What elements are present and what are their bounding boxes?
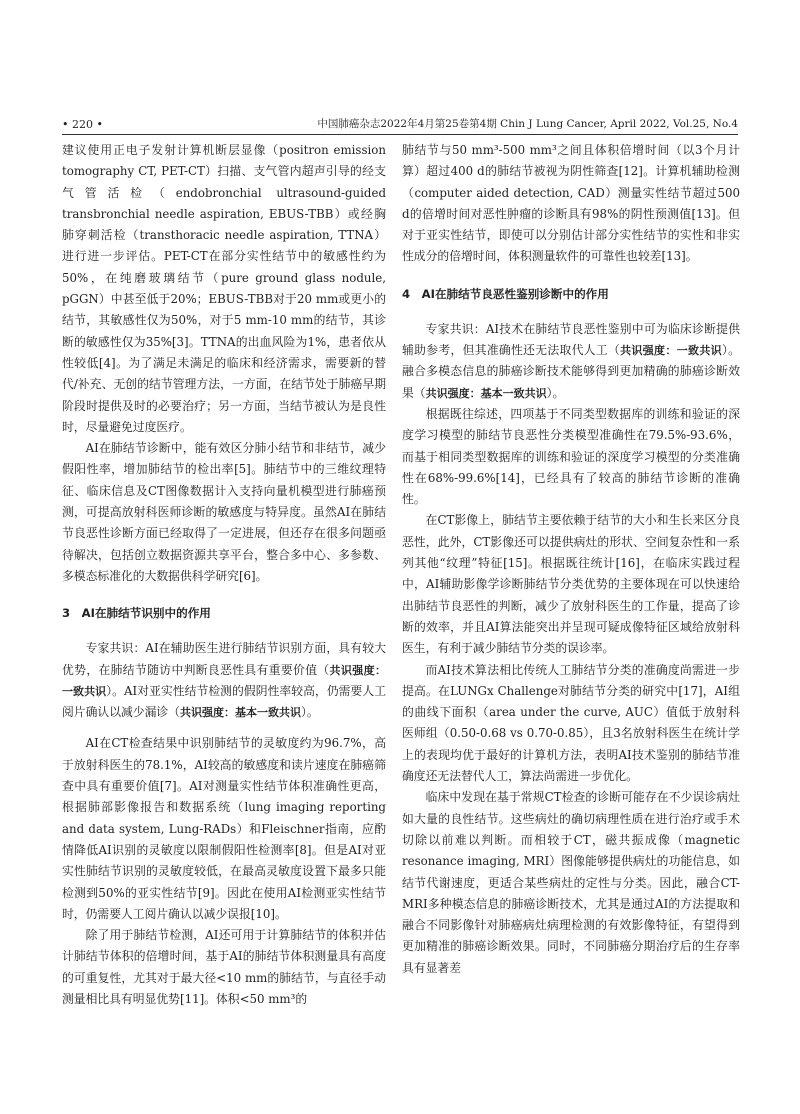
paragraph: 临床中发现在基于常规CT检查的诊断可能存在不少误诊病灶如大量的良性结节。这些病灶的确切病理性质在进行治疗或手术切除以前难以判断。而相较于CT，磁共振成像（magnetic resonance imaging, MRI）图像能够提供病灶的功能信息，如结节代谢速度，更适合某些病灶的定性与分类。因此，融合CT-MRI多种模态信息的肺癌诊断技术，尤其是通过AI的方法提取和融合不同影像针对肺癌病灶病理检测的有效影像特征，有望得到更加精准的肺癌诊断效果。同时，不同肺癌分期治疗后的生存率具有显著差	[402, 790, 740, 975]
page-number: • 220 •	[62, 118, 103, 131]
consensus-text: ）。AI对亚实性结节检测的假阴性率较高，仍需要人工阅片确认以减少漏诊（	[62, 683, 387, 720]
paragraph: 根据既往综述，四项基于不同类型数据库的训练和验证的深度学习模型的肺结节良恶性分类模型准确性在79.5%-93.6%，而基于相同类型数据库的训练和验证的深度学习模型的分类准确性在68%-99.6%[14]，已经具有了较高的肺结节诊断的准确性。	[402, 406, 740, 507]
left-column	[62, 140, 386, 1010]
page-header	[62, 112, 738, 135]
section-heading: 4 AI在肺结节良恶性鉴别诊断中的作用	[402, 286, 609, 301]
paragraph: 除了用于肺结节检测，AI还可用于计算肺结节的体积并估计肺结节体积的倍增时间，基于AI的肺结节体积测量具有高度的可重复性，尤其对于最大径<10 mm的肺结节，与直径手动测量相比具有明显优势[11]。体积<50 mm³的	[62, 928, 386, 1006]
right-column	[402, 140, 740, 979]
paragraph: 建议使用正电子发射计算机断层显像（positron emission tomography CT, PET-CT）扫描、支气管内超声引导的经支气管活检（endobronchial ultrasound-guided transbronchial needle aspiration, EBUS-TBB）或经胸肺穿刺活检（transthoracic needle aspiration, TTNA）进行进一步评估。PET-CT在部分实性结节中的敏感性约为50%，在纯磨玻璃结节（pure ground glass nodule, pGGN）中甚至低于20%；EBUS-TBB对于20 mm或更小的结节，其敏感性仅为50%，对于5 mm-10 mm的结节，其诊断的敏感性仅为35%[3]。TTNA的出血风险为1%，患者依从性较低[4]。为了满足未满足的临床和经济需求，需要新的替代/补充、无创的结节管理方法，一方面，在结节处于肺癌早期阶段时提供及时的必要治疗；另一方面，当结节被认为是良性时，尽量避免过度医疗。	[62, 143, 386, 434]
consensus-strength: 共识强度：基本一致共识	[179, 706, 301, 720]
journal-info: 中国肺癌杂志2022年4月第25卷第4期 Chin J Lung Cancer, April 2022, Vol.25, No.4	[317, 118, 738, 130]
consensus-strength: 共识强度：一致共识	[62, 663, 387, 698]
paragraph: AI在CT检查结果中识别肺结节的灵敏度约为96.7%，高于放射科医生的78.1%，AI较高的敏感度和读片速度在肺癌筛查中具有重要价值[7]。AI对测量实性结节体积准确性更高，根据肺部影像报告和数据系统（lung imaging reporting and data system, Lung-RADs）和Fleischner指南，应酌情降低AI识别的灵敏度以限制假阳性检测率[8]。但是AI对亚实性肺结节识别的灵敏度较低，在最高灵敏度设置下最多只能检测到50%的亚实性结节[9]。因此在使用AI检测亚实性结节时，仍需要人工阅片确认以减少误报[10]。	[62, 736, 386, 921]
paragraph: 在CT影像上，肺结节主要依赖于结节的大小和生长来区分良恶性，此外，CT影像还可以提供病灶的形状、空间复杂性和一系列其他“纹理”特征[15]。根据既往统计[16]，在临床实践过程中，AI辅助影像学诊断肺结节分类优势的主要体现在可以快速给出肺结节良恶性的判断，减少了放射科医生的工作量，提高了诊断的效率，并且AI算法能突出并呈现可疑成像特征区域给放射科医生，有利于减少肺结节分类的误诊率。	[402, 513, 740, 656]
consensus-text: ）。融合多模态信息的肺癌诊断技术能够得到更加精确的肺癌诊断效果（	[402, 343, 740, 400]
consensus-text: ）。	[300, 705, 319, 720]
paragraph: 肺结节与50 mm³-500 mm³之间且体积倍增时间（以3个月计算）超过400 d的肺结节被视为阴性筛查[12]。计算机辅助检测（computer aided detection, CAD）测量实性结节超过500 d的倍增时间对恶性肿瘤的诊断具有98%的阴性预测值[13]。但对于亚实性结节，即使可以分别估计部分实性结节的实性和非实性成分的倍增时间，体积测量软件的可靠性也较差[13]。	[402, 143, 740, 264]
consensus-paragraph	[402, 319, 740, 404]
paragraph: AI在肺结节诊断中，能有效区分肺小结节和非结节，减少假阳性率，增加肺结节的检出率[5]。肺结节中的三维纹理特征、临床信息及CT图像数据计入支持向量机模型进行肺癌预测，可提高放射科医师诊断的敏感度与特异度。虽然AI在肺结节良恶性诊断方面已经取得了一定进展，但还存在很多问题亟待解决，包括创立数据资源共享平台，整合多中心、多参数、多模态标准化的大数据供科学研究[6]。	[62, 441, 386, 583]
consensus-text: ）。	[546, 385, 565, 400]
consensus-text: 专家共识：AI技术在肺结节良恶性鉴别中可为临床诊断提供辅助参考，但其准确性还无法取代人工（	[402, 321, 740, 358]
consensus-strength: 共识强度：基本一致共识	[425, 386, 547, 400]
paragraph: 而AI技术算法相比传统人工肺结节分类的准确度尚需进一步提高。在LUNGx Challenge对肺结节分类的研究中[17]，AI组的曲线下面积（area under the curve, AUC）值低于放射科医师组（0.50-0.68 vs 0.70-0.85），且3名放射科医生在统计学上的表现均优于最好的计算机方法，表明AI技术鉴别的肺结节准确度还无法替代人工，算法尚需进一步优化。	[402, 662, 740, 784]
consensus-text: 专家共识：AI在辅助医生进行肺结节识别方面，具有较大优势，在肺结节随访中判断良恶性具有重要价值（	[62, 641, 386, 677]
consensus-strength: 共识强度：一致共识	[620, 344, 722, 358]
consensus-paragraph	[62, 638, 386, 723]
section-heading: 3 AI在肺结节识别中的作用	[62, 606, 211, 621]
